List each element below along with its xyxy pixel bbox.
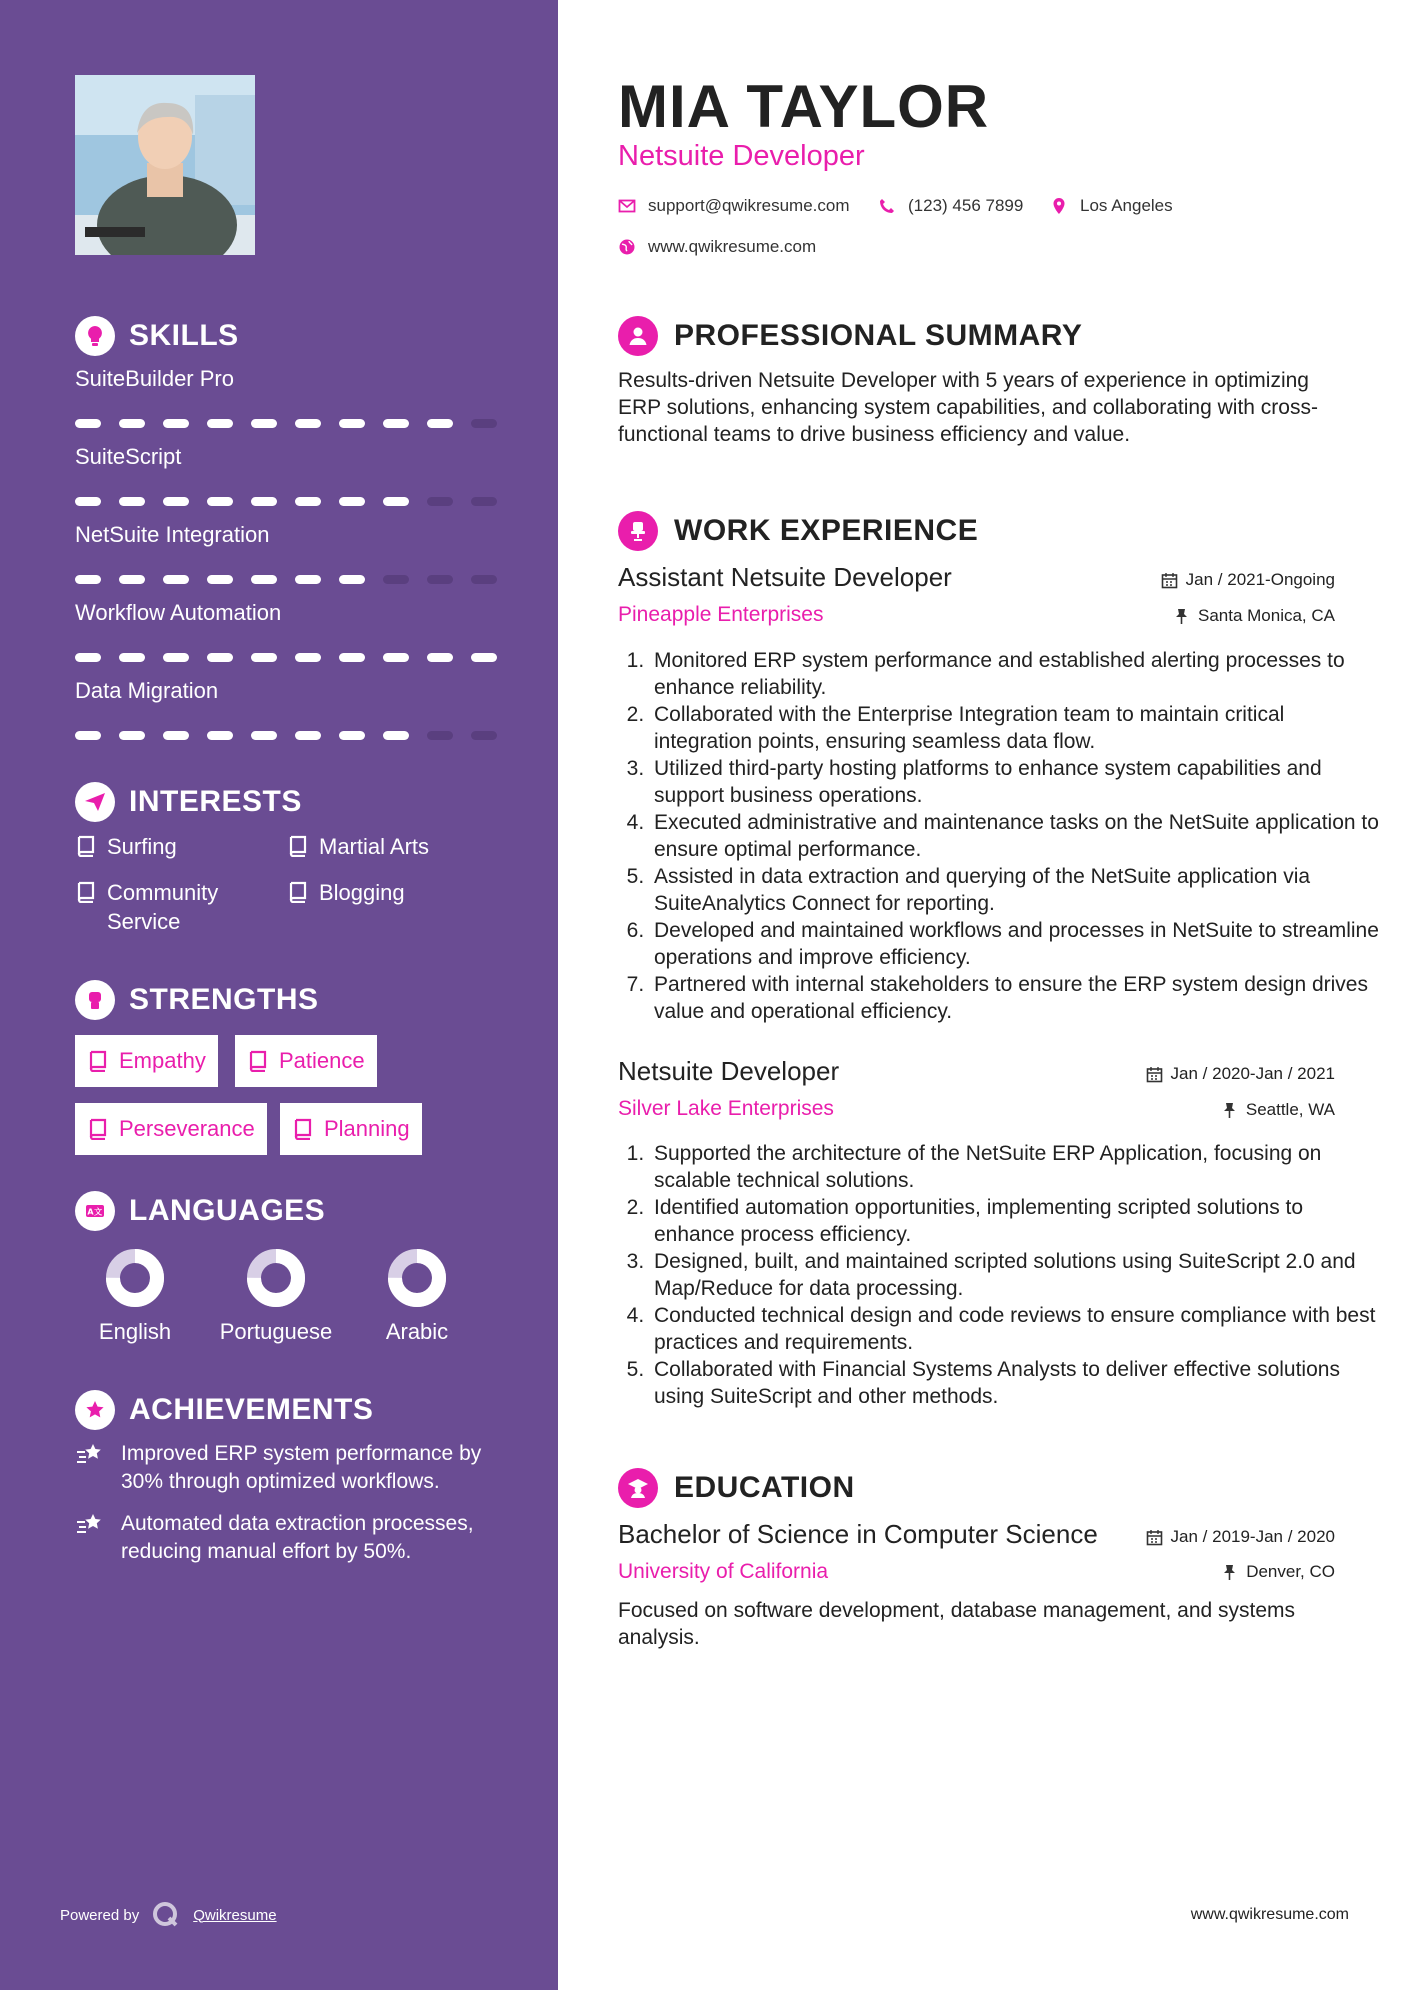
- skill-level-bar: [75, 653, 497, 662]
- skill-item: [75, 678, 497, 740]
- job-duties-list: [618, 647, 1380, 1025]
- strength-tag: Empathy: [75, 1035, 218, 1087]
- sidebar: [0, 0, 558, 1990]
- skill-level-segment-filled: [207, 653, 233, 662]
- skill-level-bar: [75, 419, 497, 428]
- book-icon: [247, 1050, 267, 1072]
- skill-level-segment-filled: [119, 731, 145, 740]
- skill-level-segment-filled: [75, 497, 101, 506]
- skill-item: [75, 366, 497, 428]
- pushpin-icon: [1221, 1102, 1238, 1119]
- job-title: Assistant Netsuite Developer: [618, 562, 952, 592]
- language-item: Arabic: [347, 1247, 487, 1345]
- skill-level-segment-filled: [339, 419, 365, 428]
- job-duties-list: [618, 1140, 1380, 1410]
- skill-level-segment-filled: [295, 497, 321, 506]
- interest-item: Martial Arts: [287, 832, 429, 861]
- interests-heading: INTERESTS: [75, 782, 302, 822]
- skill-level-segment-empty: [471, 497, 497, 506]
- skill-level-segment-filled: [251, 653, 277, 662]
- shooting-star-icon: [75, 1440, 107, 1470]
- skill-level-segment-filled: [163, 497, 189, 506]
- book-icon: [287, 835, 307, 857]
- shooting-star-icon: [75, 1510, 107, 1540]
- skill-level-segment-filled: [427, 419, 453, 428]
- languages-heading: A文 LANGUAGES: [75, 1191, 325, 1231]
- summary-heading: PROFESSIONAL SUMMARY: [618, 316, 1082, 356]
- skill-level-segment-filled: [207, 575, 233, 584]
- calendar-icon: [1146, 1529, 1163, 1546]
- skill-name: SuiteBuilder Pro: [75, 366, 234, 391]
- skill-level-segment-filled: [251, 575, 277, 584]
- duty-item: 5. Collaborated with Financial Systems Analysts to deliver effective solutions using SuiteScript and other methods.: [650, 1356, 1380, 1410]
- book-icon: [87, 1118, 107, 1140]
- skill-level-segment-empty: [383, 575, 409, 584]
- education-location: Denver, CO: [1221, 1562, 1335, 1582]
- strength-tag: Planning: [280, 1103, 422, 1155]
- language-level-ring: [104, 1247, 166, 1309]
- skill-level-segment-filled: [119, 653, 145, 662]
- skill-level-segment-filled: [75, 419, 101, 428]
- company-name: Silver Lake Enterprises: [618, 1097, 834, 1120]
- duty-item: 4. Executed administrative and maintenance tasks on the NetSuite application to ensure optimal performance.: [650, 809, 1380, 863]
- profile-photo: [75, 75, 255, 255]
- job-title-header: Netsuite Developer: [618, 140, 865, 172]
- language-item: Portuguese: [206, 1247, 346, 1345]
- skill-level-segment-empty: [471, 419, 497, 428]
- achievement-item: Improved ERP system performance by 30% through optimized workflows.: [75, 1440, 515, 1496]
- achievement-item: Automated data extraction processes, reducing manual effort by 50%.: [75, 1510, 515, 1566]
- skill-level-segment-filled: [383, 731, 409, 740]
- language-level-ring: [245, 1247, 307, 1309]
- user-icon: [618, 316, 658, 356]
- job-dates: Jan / 2021-Ongoing: [1161, 570, 1335, 590]
- skill-level-segment-filled: [251, 419, 277, 428]
- contact-email[interactable]: support@qwikresume.com: [618, 196, 850, 216]
- skill-level-segment-filled: [163, 419, 189, 428]
- skill-level-segment-filled: [75, 653, 101, 662]
- achievements-heading: ACHIEVEMENTS: [75, 1390, 373, 1430]
- globe-icon: [618, 238, 636, 256]
- skill-item: [75, 600, 497, 662]
- skill-level-segment-empty: [471, 575, 497, 584]
- interest-item: Surfing: [75, 832, 177, 861]
- duty-item: 2. Collaborated with the Enterprise Integration team to maintain critical integration points, ensuring seamless data flow.: [650, 701, 1380, 755]
- skill-level-segment-filled: [119, 419, 145, 428]
- main-content: [558, 0, 1407, 1990]
- skill-level-segment-empty: [427, 731, 453, 740]
- skill-item: [75, 444, 497, 506]
- skill-level-segment-filled: [163, 731, 189, 740]
- paper-plane-icon: [75, 782, 115, 822]
- book-icon: [75, 835, 95, 857]
- education-dates: Jan / 2019-Jan / 2020: [1146, 1527, 1335, 1547]
- language-item: English: [65, 1247, 205, 1345]
- skill-item: [75, 522, 497, 584]
- skill-level-segment-filled: [383, 653, 409, 662]
- job-title: Netsuite Developer: [618, 1056, 840, 1086]
- skill-level-segment-filled: [75, 731, 101, 740]
- svg-text:A文: A文: [87, 1207, 103, 1217]
- skill-level-segment-filled: [163, 575, 189, 584]
- skill-level-segment-empty: [427, 497, 453, 506]
- lightbulb-icon: [75, 316, 115, 356]
- graduate-icon: [618, 1468, 658, 1508]
- skill-level-segment-filled: [339, 653, 365, 662]
- job-location: Seattle, WA: [1221, 1100, 1335, 1120]
- education-heading: EDUCATION: [618, 1468, 855, 1508]
- duty-item: 5. Assisted in data extraction and querying of the NetSuite application via SuiteAnalytics Connect for reporting.: [650, 863, 1380, 917]
- skill-level-segment-filled: [295, 653, 321, 662]
- skill-name: Data Migration: [75, 678, 219, 703]
- language-level-ring: [386, 1247, 448, 1309]
- duty-item: 6. Developed and maintained workflows and processes in NetSuite to streamline operations and improve efficiency.: [650, 917, 1380, 971]
- experience-heading: WORK EXPERIENCE: [618, 511, 978, 551]
- education-text: Focused on software development, database management, and systems analysis.: [618, 1599, 1296, 1649]
- duty-item: 4. Conducted technical design and code reviews to ensure compliance with best practices and requirements.: [650, 1302, 1380, 1356]
- book-icon: [75, 881, 95, 903]
- skill-level-bar: [75, 575, 497, 584]
- company-name: Pineapple Enterprises: [618, 603, 824, 626]
- skill-level-segment-filled: [75, 575, 101, 584]
- skill-level-segment-filled: [339, 731, 365, 740]
- skill-name: SuiteScript: [75, 444, 182, 469]
- fist-icon: [75, 980, 115, 1020]
- skill-level-segment-filled: [163, 653, 189, 662]
- powered-by: Powered by Qwikresume: [60, 1900, 277, 1930]
- book-icon: [292, 1118, 312, 1140]
- translate-icon: [75, 1191, 115, 1231]
- book-icon: [287, 881, 307, 903]
- job-location: Santa Monica, CA: [1173, 606, 1335, 626]
- skill-level-segment-filled: [119, 497, 145, 506]
- skill-level-segment-filled: [119, 575, 145, 584]
- skill-level-segment-filled: [471, 653, 497, 662]
- skill-level-segment-filled: [207, 731, 233, 740]
- skill-level-segment-filled: [207, 497, 233, 506]
- duty-item: 2. Identified automation opportunities, implementing scripted solutions to enhance process efficiency.: [650, 1194, 1380, 1248]
- skill-level-bar: [75, 731, 497, 740]
- skill-level-segment-filled: [207, 419, 233, 428]
- phone-icon: [878, 197, 896, 215]
- skill-level-segment-filled: [295, 731, 321, 740]
- contact-location: Los Angeles: [1050, 196, 1173, 216]
- pushpin-icon: [1173, 608, 1190, 625]
- strength-tag: Perseverance: [75, 1103, 267, 1155]
- candidate-name: MIA TAYLOR: [618, 73, 990, 140]
- degree-title: Bachelor of Science in Computer Science: [618, 1519, 1098, 1549]
- book-icon: [87, 1050, 107, 1072]
- contact-website[interactable]: www.qwikresume.com: [618, 237, 816, 257]
- pushpin-icon: [1221, 1564, 1238, 1581]
- skill-level-segment-filled: [383, 497, 409, 506]
- duty-item: 1. Supported the architecture of the NetSuite ERP Application, focusing on scalable technical solutions.: [650, 1140, 1380, 1194]
- office-chair-icon: [618, 511, 658, 551]
- strength-tag: Patience: [235, 1035, 377, 1087]
- qwikresume-link[interactable]: Qwikresume: [193, 1906, 277, 1924]
- duty-item: 7. Partnered with internal stakeholders to ensure the ERP system design drives value and operational efficiency.: [650, 971, 1380, 1025]
- skills-heading: SKILLS: [75, 316, 239, 356]
- calendar-icon: [1161, 572, 1178, 589]
- skill-level-segment-empty: [471, 731, 497, 740]
- calendar-icon: [1146, 1066, 1163, 1083]
- qwikresume-logo-icon: [151, 1900, 181, 1930]
- strengths-heading: STRENGTHS: [75, 980, 319, 1020]
- skill-level-segment-filled: [339, 575, 365, 584]
- interest-item: Community Service: [75, 878, 255, 936]
- duty-item: 1. Monitored ERP system performance and established alerting processes to enhance reliability.: [650, 647, 1380, 701]
- duty-item: 3. Utilized third-party hosting platforms to enhance system capabilities and support business operations.: [650, 755, 1380, 809]
- envelope-icon: [618, 197, 636, 215]
- skill-name: Workflow Automation: [75, 600, 282, 625]
- skill-level-segment-filled: [251, 731, 277, 740]
- interest-item: Blogging: [287, 878, 405, 907]
- skill-level-segment-filled: [295, 419, 321, 428]
- star-icon: [75, 1390, 115, 1430]
- school-name: University of California: [618, 1560, 829, 1583]
- duty-item: 3. Designed, built, and maintained scripted solutions using SuiteScript 2.0 and Map/Reduce for data processing.: [650, 1248, 1380, 1302]
- summary-text: Results-driven Netsuite Developer with 5 years of experience in optimizing ERP solutions, enhancing system capabilities, and collaborating with cross-functional teams to drive business efficiency and value.: [618, 369, 1318, 446]
- skill-level-segment-filled: [383, 419, 409, 428]
- skill-level-segment-empty: [427, 575, 453, 584]
- skill-level-segment-filled: [251, 497, 277, 506]
- map-pin-icon: [1050, 197, 1068, 215]
- skill-level-segment-filled: [427, 653, 453, 662]
- contact-phone[interactable]: (123) 456 7899: [878, 196, 1023, 216]
- footer-website[interactable]: www.qwikresume.com: [1190, 1906, 1349, 1923]
- skill-level-segment-filled: [339, 497, 365, 506]
- job-dates: Jan / 2020-Jan / 2021: [1146, 1064, 1335, 1084]
- skill-level-segment-filled: [295, 575, 321, 584]
- skill-level-bar: [75, 497, 497, 506]
- skill-name: NetSuite Integration: [75, 522, 270, 547]
